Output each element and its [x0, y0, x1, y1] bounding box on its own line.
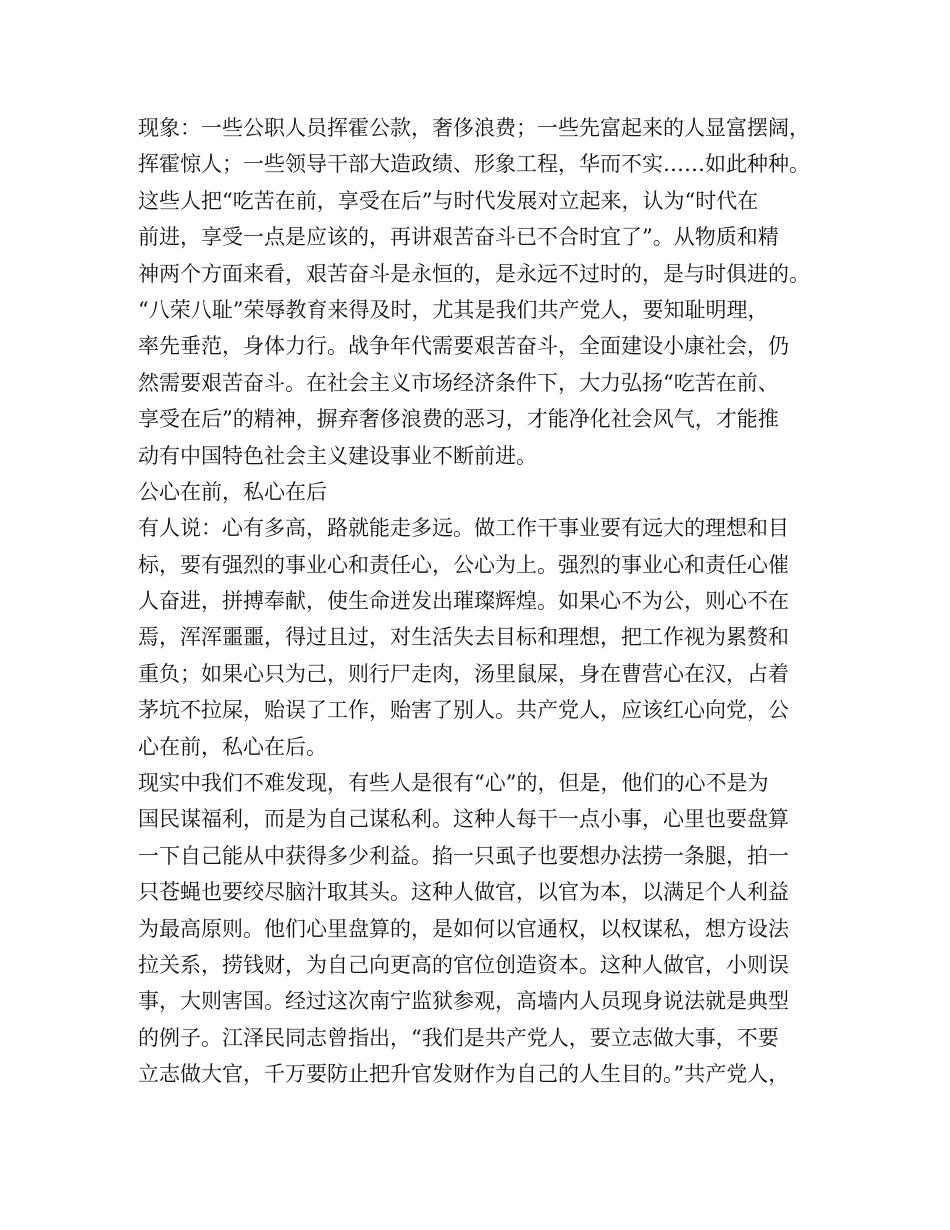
text-line: 焉，浑浑噩噩，得过且过，对生活失去目标和理想，把工作视为累赘和 [138, 625, 789, 650]
text-line: 立志做大官，千万要防止把升官发财作为自己的人生目的。”共产党人， [138, 1062, 790, 1087]
text-line: 率先垂范，身体力行。战争年代需要艰苦奋斗，全面建设小康社会，仍 [138, 334, 789, 359]
text-line: 重负；如果心只为己，则行尸走肉，汤里鼠屎，身在曹营心在汉，占着 [138, 661, 789, 686]
text-line: 事，大则害国。经过这次南宁监狱参观，高墙内人员现身说法就是典型 [138, 989, 789, 1014]
text-line: 为最高原则。他们心里盘算的，是如何以官通权，以权谋私，想方设法 [138, 916, 789, 941]
text-line: 挥霍惊人；一些领导干部大造政绩、形象工程，华而不实……如此种种。 [138, 152, 810, 177]
text-line: 然需要艰苦奋斗。在社会主义市场经济条件下，大力弘扬“吃苦在前、 [138, 370, 779, 395]
text-line: 有人说：心有多高，路就能走多远。做工作干事业要有远大的理想和目 [138, 516, 789, 541]
text-line: 动有中国特色社会主义建设事业不断前进。 [138, 443, 537, 468]
text-line: 前进，享受一点是应该的，再讲艰苦奋斗已不合时宜了”。从物质和精 [138, 225, 779, 250]
text-line: 的例子。江泽民同志曾指出，“我们是共产党人，要立志做大事，不要 [138, 1025, 779, 1050]
text-line: 神两个方面来看，艰苦奋斗是永恒的，是永远不过时的，是与时俱进的。 [138, 261, 810, 286]
text-line: 现象：一些公职人员挥霍公款，奢侈浪费；一些先富起来的人显富摆阔， [138, 116, 810, 140]
text-line: 这些人把“吃苦在前，享受在后”与时代发展对立起来，认为“时代在 [138, 188, 759, 213]
text-line: 标，要有强烈的事业心和责任心，公心为上。强烈的事业心和责任心催 [138, 552, 789, 577]
document-text [138, 110, 828, 1093]
text-line: 享受在后”的精神，摒弃奢侈浪费的恶习，才能净化社会风气，才能推 [138, 407, 779, 432]
text-line: 拉关系，捞钱财，为自己向更高的官位创造资本。这种人做官，小则误 [138, 952, 789, 977]
text-line: 茅坑不拉屎，贻误了工作，贻害了别人。共产党人，应该红心向党，公 [138, 698, 789, 723]
text-line: 心在前，私心在后。 [138, 734, 327, 759]
text-line: 现实中我们不难发现，有些人是很有“心”的，但是，他们的心不是为 [138, 771, 769, 796]
text-line: “八荣八耻”荣辱教育来得及时，尤其是我们共产党人，要知耻明理， [138, 297, 769, 322]
text-line: 只苍蝇也要绞尽脑汁取其头。这种人做官，以官为本，以满足个人利益 [138, 880, 789, 905]
text-line: 人奋进，拼搏奉献，使生命迸发出璀璨辉煌。如果心不为公，则心不在 [138, 589, 789, 614]
text-line: 一下自己能从中获得多少利益。掐一只虱子也要想办法捞一条腿，拍一 [138, 843, 789, 868]
text-line: 国民谋福利，而是为自己谋私利。这种人每干一点小事，心里也要盘算 [138, 807, 789, 832]
section-heading: 公心在前，私心在后 [138, 479, 327, 504]
